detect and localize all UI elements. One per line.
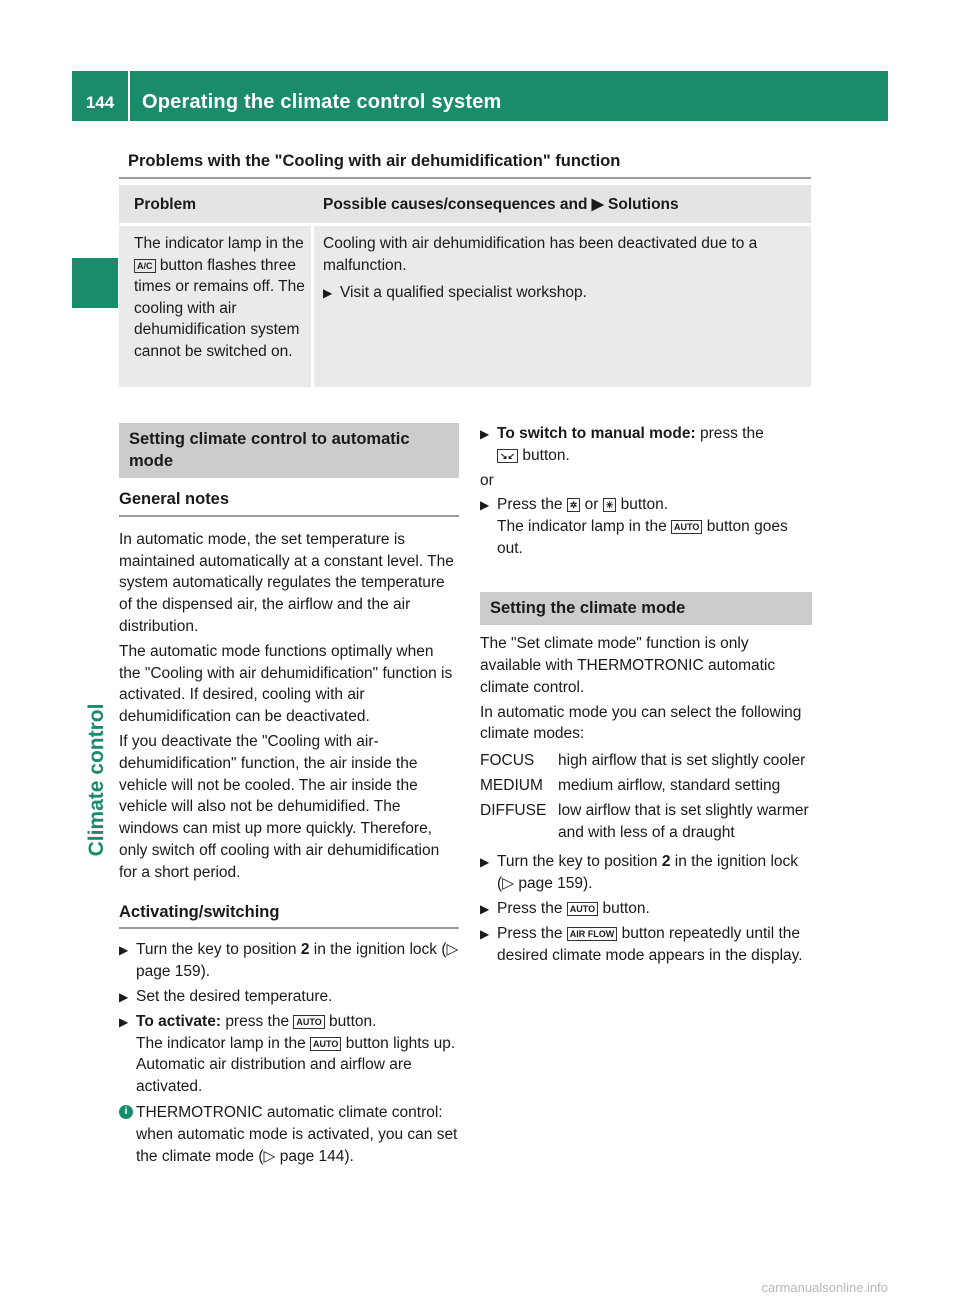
problem-text-1: The indicator lamp in the bbox=[134, 235, 304, 252]
cause-text: Cooling with air dehumidification has been deactivated due to a malfunction. bbox=[323, 235, 758, 274]
step-text: in the ignition lock (▷ page 159). bbox=[497, 853, 799, 893]
section-heading-automatic: Setting climate control to automatic mode bbox=[119, 423, 459, 478]
step-bold-text: To activate: bbox=[136, 1012, 221, 1030]
step-text: press the bbox=[699, 425, 764, 442]
step-text: Turn the key to position bbox=[136, 941, 297, 959]
left-column bbox=[119, 423, 459, 1170]
header-divider bbox=[128, 71, 130, 121]
step-text: button repeatedly until the desired climate mode appears in the display. bbox=[497, 924, 803, 964]
step-turn-key bbox=[480, 851, 812, 895]
step-bold-text: To switch to manual mode: bbox=[497, 425, 696, 442]
table-header-row bbox=[119, 185, 811, 223]
side-label-text: Climate control bbox=[85, 703, 108, 857]
arrow-icon: ▶ bbox=[119, 989, 129, 1004]
problem-cell bbox=[119, 226, 314, 387]
step-activate bbox=[119, 1011, 459, 1098]
mode-desc: medium airflow, standard setting bbox=[558, 777, 781, 795]
solution-text: Visit a qualified specialist workshop. bbox=[340, 284, 587, 301]
mode-desc: low airflow that is set slightly warmer and with less of a draught bbox=[558, 801, 809, 841]
general-notes-heading: General notes bbox=[119, 490, 230, 508]
step-text: The indicator lamp in the bbox=[136, 1034, 306, 1052]
general-notes-rule bbox=[119, 515, 459, 517]
step-fan-buttons bbox=[480, 494, 812, 559]
step-turn-key bbox=[119, 939, 459, 983]
page-number: 144 bbox=[85, 93, 115, 112]
step-text: The indicator lamp in the bbox=[497, 518, 667, 536]
section-heading-climate-mode: Setting the climate mode bbox=[480, 592, 812, 626]
right-column bbox=[480, 423, 812, 969]
side-tab-marker bbox=[72, 258, 118, 308]
arrow-icon: ▶ bbox=[480, 855, 490, 870]
step-manual-mode bbox=[480, 423, 812, 467]
header-problem: Problem bbox=[134, 196, 197, 213]
auto-button-icon: AUTO bbox=[567, 902, 598, 916]
step-text: button lights up. Automatic air distribution and airflow are activated. bbox=[136, 1034, 456, 1096]
arrow-icon: ▶ bbox=[480, 498, 490, 513]
position-value: 2 bbox=[300, 941, 310, 959]
arrow-icon: ▶ bbox=[480, 926, 490, 941]
header-solutions-label: Solutions bbox=[608, 196, 679, 213]
solution-step bbox=[323, 282, 801, 304]
info-note bbox=[119, 1102, 459, 1167]
or-text: or bbox=[480, 471, 494, 489]
mode-desc: high airflow that is set slightly cooler bbox=[558, 752, 806, 770]
climate-modes-list bbox=[480, 750, 812, 843]
arrow-icon: ▶ bbox=[119, 943, 129, 958]
airflow-distribution-icon: ↘↙ bbox=[497, 449, 518, 463]
page-title: Operating the climate control system bbox=[142, 91, 502, 113]
arrow-icon: ▶ bbox=[591, 196, 604, 213]
mode-name: DIFFUSE bbox=[480, 801, 547, 819]
header-solutions-text: Possible causes/consequences and bbox=[323, 196, 588, 213]
step-text: Press the bbox=[497, 900, 563, 918]
page-header bbox=[72, 71, 888, 121]
mode-name: FOCUS bbox=[480, 752, 535, 770]
step-text: button. bbox=[522, 446, 570, 464]
step-press-auto bbox=[480, 898, 812, 920]
step-text: press the bbox=[225, 1012, 290, 1030]
auto-button-icon: AUTO bbox=[671, 520, 702, 534]
problems-table bbox=[119, 185, 811, 387]
step-text: button. bbox=[329, 1012, 377, 1030]
step-text: or bbox=[584, 496, 599, 514]
fan-low-icon: ✲ bbox=[567, 498, 581, 512]
solution-cell bbox=[314, 226, 811, 387]
arrow-icon: ▶ bbox=[323, 286, 333, 300]
notes-paragraph-3: If you deactivate the "Cooling with air-dehumidification" function, the air inside the vehicle will not be cooled. The air inside the vehicle will also not be dehumidified. The windows can mist up more quickly. Therefore, only switch off cooling with air dehumidification for a short period. bbox=[119, 732, 440, 881]
problems-title: Problems with the "Cooling with air dehumidification" function bbox=[128, 152, 621, 170]
step-set-temperature bbox=[119, 986, 459, 1008]
arrow-icon: ▶ bbox=[480, 427, 490, 441]
ac-button-icon: A/C bbox=[134, 259, 156, 273]
footer-watermark: carmanualsonline.info bbox=[761, 1280, 888, 1295]
table-row bbox=[119, 226, 811, 387]
info-text: THERMOTRONIC automatic climate control: when automatic mode is activated, you can set the climate mode (▷ page 144). bbox=[136, 1103, 458, 1165]
problem-text-2: button flashes three times or remains off. The cooling with air dehumidification system cannot be switched on. bbox=[134, 256, 305, 360]
info-icon: i bbox=[119, 1105, 133, 1119]
step-text: in the ignition lock (▷ page 159). bbox=[136, 941, 459, 981]
arrow-icon: ▶ bbox=[119, 1014, 129, 1029]
climate-paragraph-2: In automatic mode you can select the following climate modes: bbox=[480, 703, 802, 743]
mode-name: MEDIUM bbox=[480, 777, 543, 795]
arrow-icon: ▶ bbox=[480, 902, 490, 917]
side-label bbox=[79, 630, 115, 930]
activating-rule bbox=[119, 927, 459, 929]
step-text: button. bbox=[620, 496, 669, 514]
step-text: Press the bbox=[497, 496, 563, 514]
notes-paragraph-2: The automatic mode functions optimally when the "Cooling with air dehumidification" function is activated. If desired, cooling with air dehumidification can be deactivated. bbox=[119, 642, 453, 726]
activating-heading: Activating/switching bbox=[119, 902, 280, 921]
step-press-airflow bbox=[480, 923, 812, 967]
step-text: button. bbox=[602, 900, 650, 918]
position-value: 2 bbox=[661, 853, 671, 871]
step-text: Set the desired temperature. bbox=[136, 987, 333, 1005]
climate-paragraph-1: The "Set climate mode" function is only available with THERMOTRONIC automatic climate control. bbox=[480, 635, 776, 696]
step-text: Turn the key to position bbox=[497, 853, 658, 871]
auto-button-icon: AUTO bbox=[310, 1037, 341, 1051]
step-text: button goes out. bbox=[497, 518, 788, 557]
auto-button-icon: AUTO bbox=[293, 1015, 324, 1029]
notes-paragraph-1: In automatic mode, the set temperature is maintained automatically at a constant level. The system automatically regulates the temperature of the dispensed air, the airflow and the air distribution. bbox=[119, 530, 454, 635]
fan-high-icon: ✳ bbox=[603, 498, 617, 512]
problems-title-rule bbox=[119, 177, 811, 179]
airflow-button-icon: AIR FLOW bbox=[567, 927, 618, 941]
header-solutions bbox=[314, 185, 811, 223]
step-text: Press the bbox=[497, 924, 563, 942]
